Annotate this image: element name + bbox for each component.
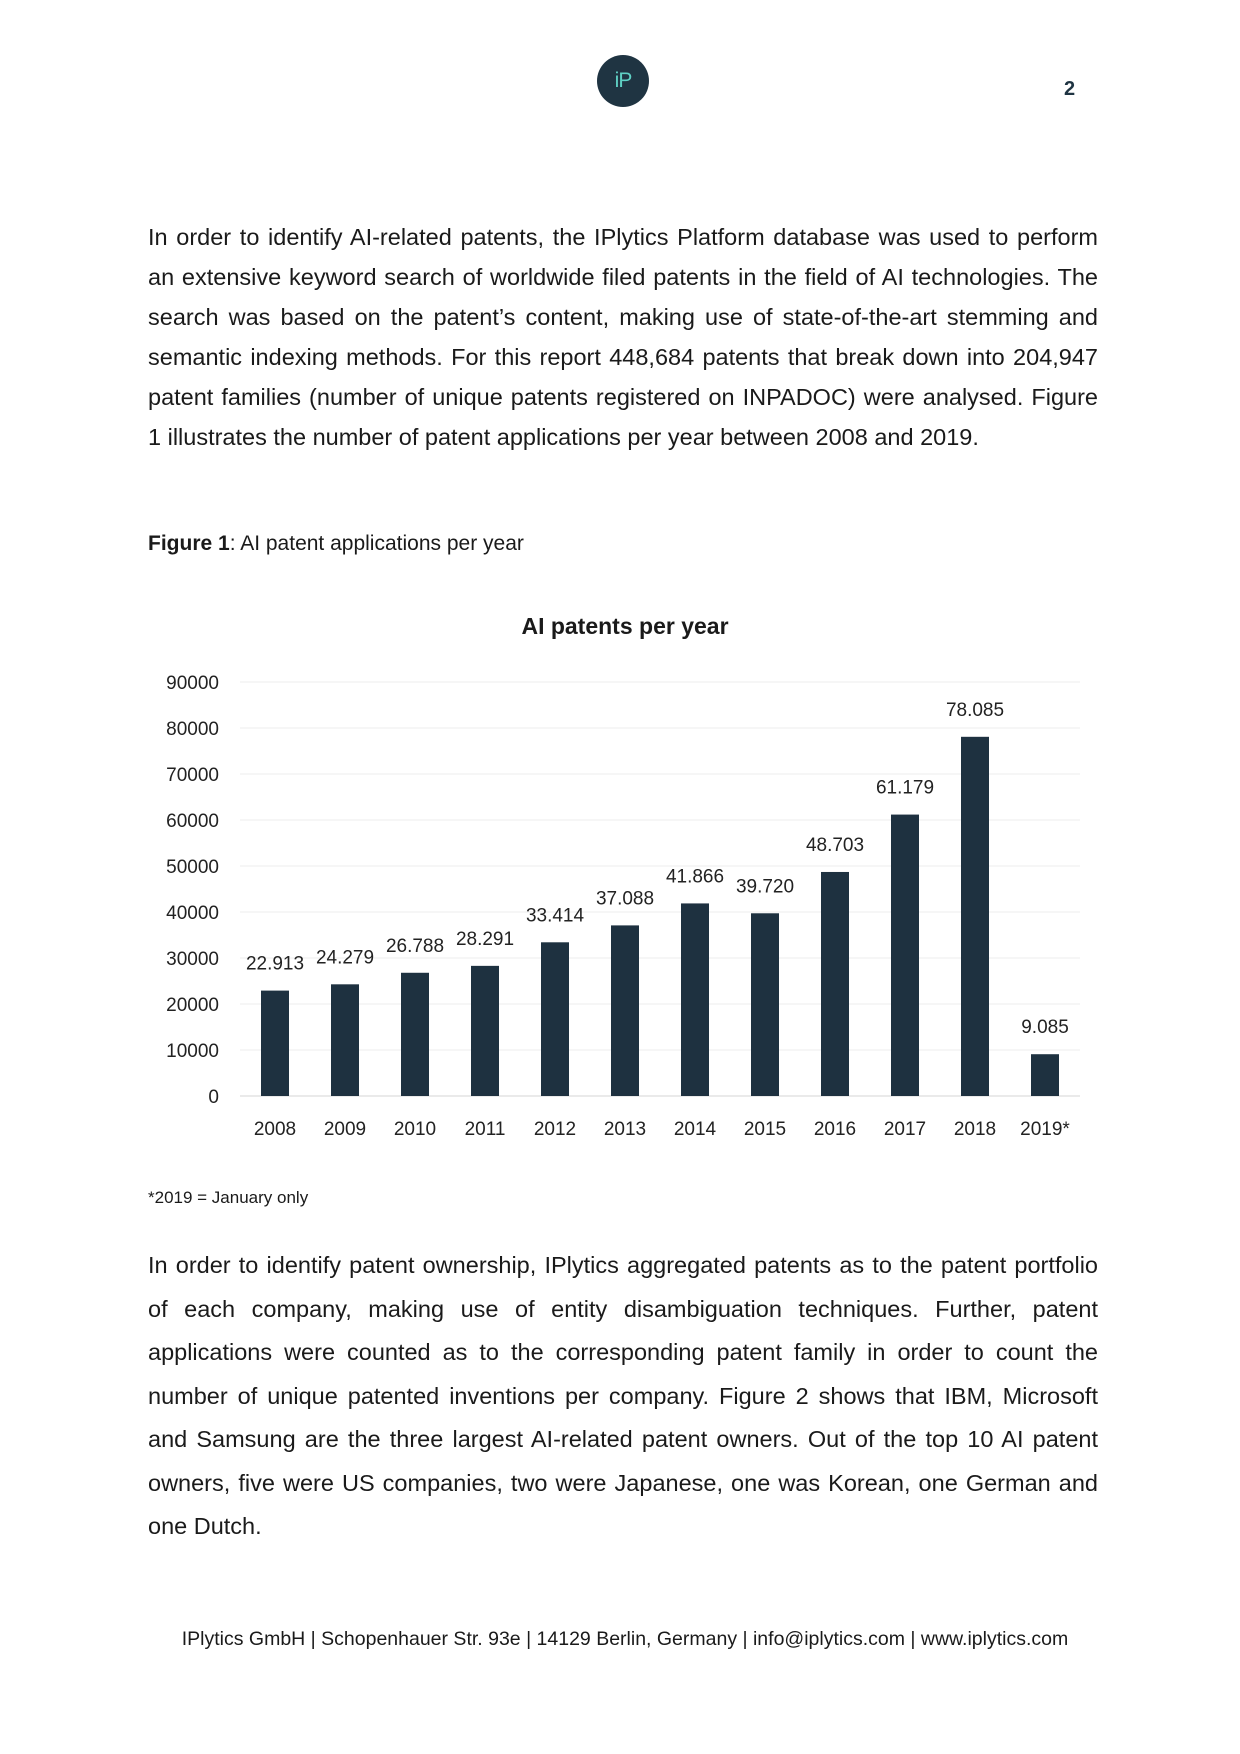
- bar-2019*: [1031, 1054, 1059, 1096]
- bar-2016: [821, 872, 849, 1096]
- x-tick-label: 2018: [953, 1119, 997, 1140]
- data-label: 78.085: [945, 699, 1005, 721]
- bar-2011: [471, 966, 499, 1096]
- y-tick-label: 10000: [166, 1041, 219, 1062]
- page-footer: IPlytics GmbH | Schopenhauer Str. 93e | 14129 Berlin, Germany | info@iplytics.com | www.iplytics.com: [181, 1628, 1069, 1650]
- y-tick-label: 70000: [166, 765, 219, 786]
- bar-2018: [961, 737, 989, 1096]
- y-tick-label: 90000: [166, 673, 219, 694]
- bar-2013: [611, 925, 639, 1096]
- chart-title: AI patents per year: [521, 613, 729, 639]
- ownership-paragraph: In order to identify patent ownership, IPlytics aggregated patents as to the patent portfolio of each company, making use of entity disambiguation techniques. Further, patent applications were counted as to the corresponding patent family in order to count the number of unique patented inventions per company. Figure 2 shows that IBM, Microsoft and Samsung are the three largest AI-related patent owners. Out of the top 10 AI patent owners, five were US companies, two were Japanese, one was Korean, one German and one Dutch.: [148, 1252, 1098, 1539]
- y-tick-label: 50000: [166, 857, 219, 878]
- data-label: 33.414: [525, 905, 585, 927]
- data-label: 48.703: [805, 834, 865, 856]
- figure-caption: [148, 532, 524, 556]
- y-tick-label: 60000: [166, 811, 219, 832]
- data-label: 24.279: [315, 947, 375, 969]
- y-tick-label: 40000: [166, 903, 219, 924]
- figure-label: Figure 1: [148, 532, 230, 555]
- x-tick-label: 2019*: [1020, 1119, 1070, 1140]
- bar-2014: [681, 903, 709, 1096]
- intro-paragraph: In order to identify AI-related patents, the IPlytics Platform database was used to perform an extensive keyword search of worldwide filed patents in the field of AI technologies. The search was based on the patent’s content, making use of state-of-the-art stemming and semantic indexing methods. For this report 448,684 patents that break down into 204,947 patent families (number of unique patents registered on INPADOC) were analysed. Figure 1 illustrates the number of patent applications per year between 2008 and 2019.: [148, 224, 1098, 450]
- data-label: 61.179: [875, 777, 935, 799]
- bar-2008: [261, 991, 289, 1096]
- data-label: 28.291: [455, 928, 515, 950]
- company-logo: [597, 55, 649, 107]
- y-tick-label: 80000: [166, 719, 219, 740]
- data-label: 41.866: [665, 866, 725, 888]
- bar-2010: [401, 973, 429, 1096]
- data-label: 9.085: [1021, 1017, 1069, 1039]
- data-labels: [246, 700, 1069, 1038]
- x-tick-label: 2015: [743, 1119, 787, 1140]
- x-axis-ticks: [254, 1119, 1071, 1140]
- logo-text: iP: [614, 69, 632, 92]
- x-tick-label: 2014: [673, 1119, 717, 1140]
- chart-footnote: *2019 = January only: [148, 1188, 309, 1207]
- x-tick-label: 2010: [393, 1119, 437, 1140]
- x-tick-label: 2016: [813, 1119, 857, 1140]
- x-tick-label: 2008: [253, 1119, 297, 1140]
- data-label: 26.788: [385, 935, 445, 957]
- data-label: 37.088: [595, 888, 655, 910]
- figure-caption-text: : AI patent applications per year: [229, 532, 524, 555]
- data-label: 22.913: [245, 953, 305, 975]
- x-tick-label: 2011: [464, 1119, 506, 1140]
- bar-2009: [331, 984, 359, 1096]
- bar-2015: [751, 913, 779, 1096]
- y-axis-ticks: [166, 673, 219, 1108]
- data-label: 39.720: [735, 876, 795, 898]
- y-tick-label: 0: [208, 1087, 219, 1108]
- page-number: 2: [1064, 78, 1076, 100]
- bar-2012: [541, 942, 569, 1096]
- y-tick-label: 20000: [166, 995, 219, 1016]
- x-tick-label: 2009: [323, 1119, 367, 1140]
- x-tick-label: 2017: [883, 1119, 927, 1140]
- x-tick-label: 2013: [603, 1119, 647, 1140]
- grid-lines: [240, 682, 1080, 1096]
- bars: [261, 737, 1059, 1096]
- y-tick-label: 30000: [166, 949, 219, 970]
- x-tick-label: 2012: [533, 1119, 577, 1140]
- bar-2017: [891, 815, 919, 1096]
